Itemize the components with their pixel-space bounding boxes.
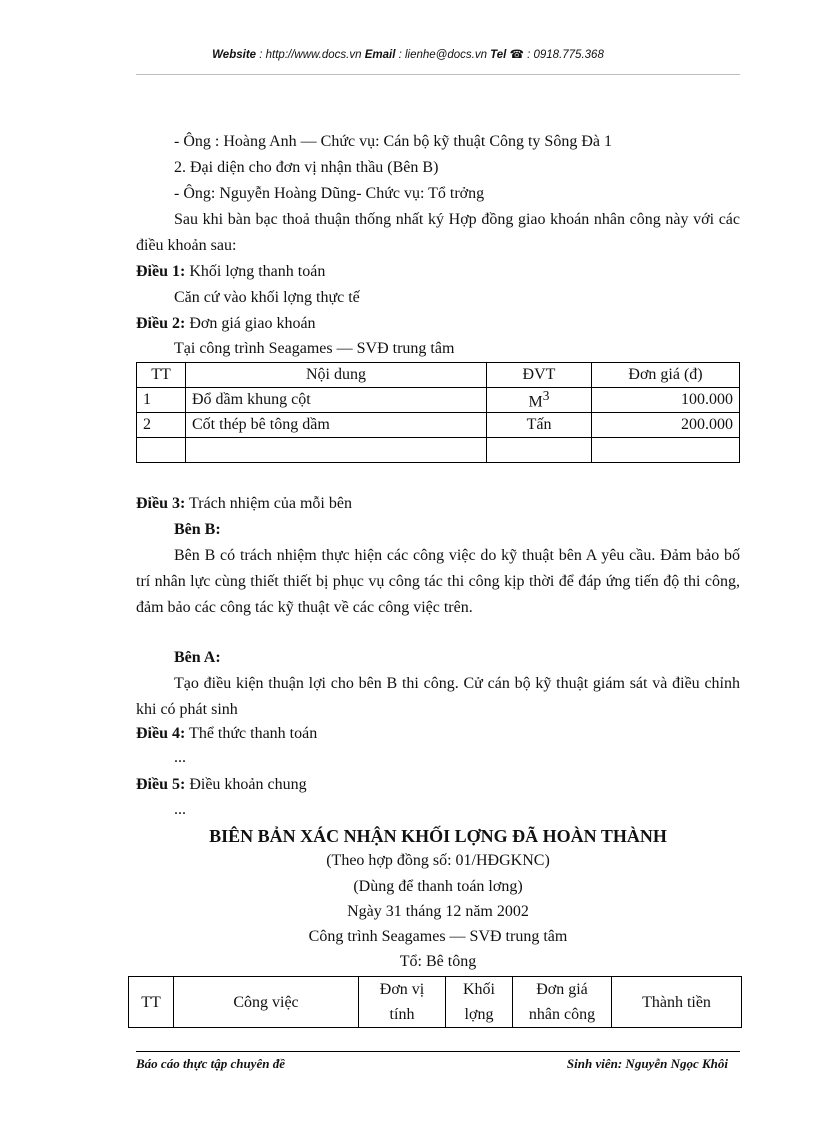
phone-icon: ☎ [509, 49, 524, 61]
party-b-responsibility: Bên B có trách nhiệm thực hiện các công việc do kỹ thuật bên A yêu cầu. Đảm bảo bố trí nhân lực cùng thiết thiết bị phục vụ công tác thi công kịp thời để đáp ứng tiến độ thi công, đảm bảo các công tác kỹ thuật về các công việc trên. [136, 547, 740, 616]
website-value: : http://www.docs.vn [256, 49, 365, 61]
table-header-row [137, 363, 740, 388]
col-header-unit [359, 977, 446, 1028]
minutes-date: Ngày 31 tháng 12 năm 2002 [347, 903, 529, 920]
col-header-content: Nội dung [186, 363, 487, 388]
article-1-label: Điều 1: [136, 263, 186, 280]
minutes-contract: (Theo hợp đồng số: 01/HĐGKNC) [326, 852, 550, 869]
minutes-title: BIÊN BẢN XÁC NHẬN KHỐI LỢNG ĐÃ HOÀN THÀNH [209, 826, 667, 846]
article-3-text: Trách nhiệm của mỗi bên [185, 495, 352, 512]
labor-price-line-1: Đơn giá [536, 981, 588, 998]
work-volume-table [128, 976, 742, 1028]
article-2-text: Đơn giá giao khoán [185, 315, 316, 332]
article-4-label: Điều 4: [136, 725, 186, 742]
quantity-line-2: lợng [464, 1006, 494, 1023]
col-header-tt: TT [137, 363, 186, 388]
minutes-project: Công trình Seagames — SVĐ trung tâm [308, 928, 568, 945]
cell-price: 200.000 [592, 413, 740, 438]
tel-value: : 0918.775.368 [523, 49, 604, 61]
col-header-work: Công việc [174, 977, 359, 1028]
party-a-label: Bên A: [174, 649, 221, 666]
article-5-ellipsis: ... [174, 801, 186, 818]
party-b-label: Bên B: [174, 521, 221, 538]
unit-price-table [136, 362, 740, 463]
table-header-row [129, 977, 742, 1028]
agreement-paragraph: Sau khi bàn bạc thoả thuận thống nhất ký Hợp đồng giao khoán nhân công này với các điều khoản sau: [136, 211, 740, 254]
footer-report-title: Báo cáo thực tập chuyên đề [136, 1056, 285, 1071]
unit-line-2: tính [389, 1006, 415, 1023]
article-2 [136, 311, 740, 337]
article-4-text: Thể thức thanh toán [185, 725, 318, 742]
table-row [137, 388, 740, 413]
cell-empty [186, 438, 487, 463]
table-row-empty [137, 438, 740, 463]
header-divider [136, 74, 740, 75]
cell-content: Cốt thép bê tông dầm [186, 413, 487, 438]
cell-tt: 1 [137, 388, 186, 413]
table-row [137, 413, 740, 438]
col-header-labor-price [513, 977, 612, 1028]
footer-divider [136, 1051, 740, 1052]
article-5-text: Điều khoản chung [185, 776, 307, 793]
col-header-quantity [446, 977, 513, 1028]
website-label: Website [212, 49, 257, 61]
article-3 [136, 491, 740, 517]
minutes-purpose: (Dùng để thanh toán lơng) [353, 878, 523, 895]
article-1-text: Khối lợng thanh toán [185, 263, 326, 280]
cell-unit [487, 388, 592, 413]
cell-unit: Tấn [487, 413, 592, 438]
cell-content: Đổ dầm khung cột [186, 388, 487, 413]
tel-label: Tel [490, 49, 507, 61]
labor-price-line-2: nhân công [528, 1006, 596, 1023]
page-header [0, 47, 816, 61]
article-5 [136, 772, 740, 798]
party-a-responsibility: Tạo điều kiện thuận lợi cho bên B thi công. Cử cán bộ kỹ thuật giám sát và điều chỉnh khi có phát sinh [136, 675, 740, 718]
unit-text: M [528, 393, 543, 411]
article-4-ellipsis: ... [174, 749, 186, 766]
article-4 [136, 721, 740, 747]
party-a-representative: - Ông : Hoàng Anh — Chức vụ: Cán bộ kỹ thuật Công ty Sông Đà 1 [174, 133, 612, 150]
col-header-tt: TT [129, 977, 174, 1028]
article-2-detail: Tại công trình Seagames — SVĐ trung tâm [174, 340, 455, 357]
col-header-unit: ĐVT [487, 363, 592, 388]
col-header-total: Thành tiền [612, 977, 742, 1028]
cell-empty [487, 438, 592, 463]
party-b-heading: 2. Đại diện cho đơn vị nhận thầu (Bên B) [174, 159, 439, 176]
col-header-price: Đơn giá (đ) [592, 363, 740, 388]
article-3-label: Điều 3: [136, 495, 186, 512]
cell-price: 100.000 [592, 388, 740, 413]
unit-line-1: Đơn vị [379, 981, 425, 998]
unit-superscript: 3 [542, 388, 550, 404]
cell-empty [592, 438, 740, 463]
quantity-line-1: Khối [463, 981, 495, 998]
email-label: Email [364, 49, 396, 61]
minutes-team: Tổ: Bê tông [399, 953, 477, 970]
cell-tt: 2 [137, 413, 186, 438]
cell-empty [137, 438, 186, 463]
email-value: : lienhe@docs.vn [395, 49, 491, 61]
party-b-representative: - Ông: Nguyễn Hoàng Dũng- Chức vụ: Tổ trởng [174, 185, 485, 202]
article-5-label: Điều 5: [136, 776, 186, 793]
article-1-detail: Căn cứ vào khối lợng thực tế [174, 289, 360, 306]
article-1 [136, 259, 740, 285]
article-2-label: Điều 2: [136, 315, 186, 332]
footer-student-name: Sinh viên: Nguyễn Ngọc Khôi [566, 1056, 728, 1071]
